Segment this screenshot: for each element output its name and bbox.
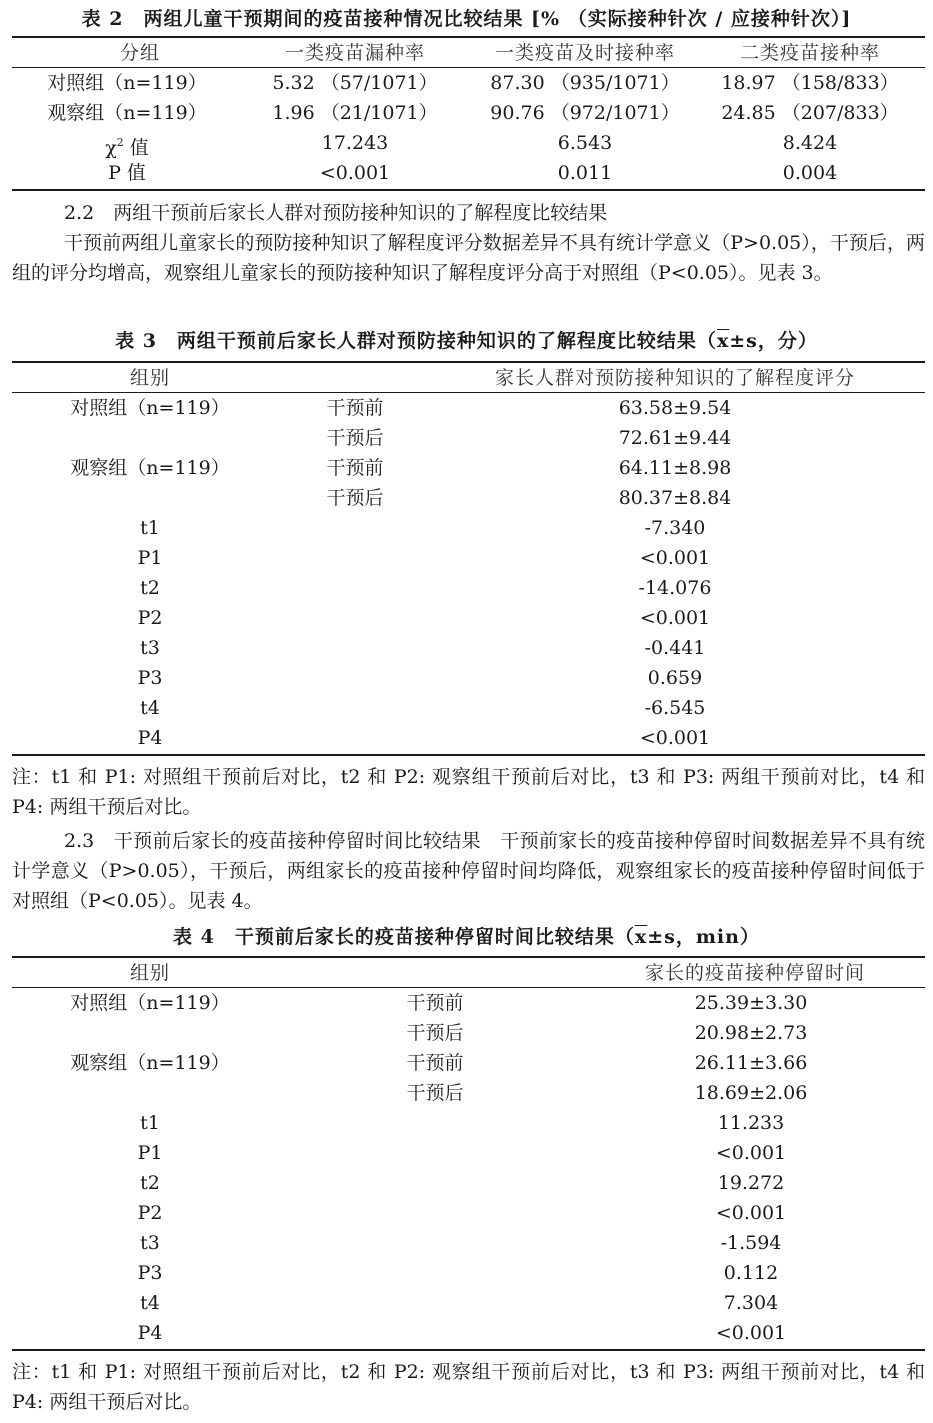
- table4-bottom-rule: [12, 1349, 925, 1351]
- table4-row3-group: 观察组（n=119）: [70, 1052, 230, 1074]
- table2-chi-col1: 17.243: [321, 132, 389, 154]
- table2-chi-col3: 8.424: [782, 132, 838, 154]
- table4-row4-value: 18.69±2.06: [694, 1082, 808, 1104]
- table3-row4-value: 80.37±8.84: [618, 487, 732, 509]
- table3-t1-label: t1: [140, 517, 160, 539]
- table3-row3-value: 64.11±8.98: [618, 457, 732, 479]
- table2-p-col3: 0.004: [782, 162, 838, 184]
- table2-row2-col1: 1.96 （21/1071）: [272, 102, 438, 124]
- table4-p3-label: P3: [137, 1262, 163, 1284]
- section22-heading: 2.2 两组干预前后家长人群对预防接种知识的了解程度比较结果: [64, 202, 608, 224]
- table3-p3-label: P3: [137, 667, 163, 689]
- table4-row2-phase: 干预后: [406, 1022, 464, 1044]
- table3-row4-phase: 干预后: [326, 487, 384, 509]
- table4-caption: 表 4 干预前后家长的疫苗接种停留时间比较结果（$\overline{x}\pm s$，min）: [173, 926, 760, 948]
- table4-t3-value: -1.594: [720, 1232, 782, 1254]
- table2-row2-group: 观察组（n=119）: [47, 102, 207, 124]
- table3-p1-label: P1: [137, 547, 163, 569]
- table2-row1-col1: 5.32 （57/1071）: [272, 72, 438, 94]
- table4-row3-phase: 干预前: [406, 1052, 464, 1074]
- table4-p3-value: 0.112: [723, 1262, 779, 1284]
- table4-note: 注：t1 和 P1: 对照组干预前后对比，t2 和 P2: 观察组干预前后对比，t3 和 P3: 两组干预前对比，t4 和 P4: 两组干预后对比。: [12, 1361, 925, 1413]
- table3-row3-group: 观察组（n=119）: [70, 457, 230, 479]
- table3-t2-value: -14.076: [638, 577, 712, 599]
- table3-row2-value: 72.61±9.44: [618, 427, 732, 449]
- table2-row2-col2: 90.76 （972/1071）: [490, 102, 680, 124]
- table3-note: 注：t1 和 P1: 对照组干预前后对比，t2 和 P2: 观察组干预前后对比，t3 和 P3: 两组干预前对比，t4 和 P4: 两组干预后对比。: [12, 766, 925, 818]
- table2-header-col3: 二类疫苗接种率: [739, 42, 880, 64]
- table3-t2-label: t2: [140, 577, 160, 599]
- table4-p2-value: <0.001: [715, 1202, 787, 1224]
- table3-row1-value: 63.58±9.54: [618, 397, 732, 419]
- table3-bottom-rule: [12, 754, 925, 756]
- table4-t1-label: t1: [140, 1112, 160, 1134]
- table3-t3-value: -0.441: [644, 637, 706, 659]
- table3-p1-value: <0.001: [639, 547, 711, 569]
- table4-header-group: 组别: [129, 962, 170, 984]
- table3-header-group: 组别: [129, 367, 170, 389]
- table2-row1-group: 对照组（n=119）: [47, 72, 207, 94]
- table2-header-group: 分组: [119, 42, 160, 64]
- table2-bottom-rule: [12, 189, 925, 191]
- table3-p4-label: P4: [137, 727, 163, 749]
- section22-paragraph: 干预前两组儿童家长的预防接种知识了解程度评分数据差异不具有统计学意义（P>0.05），干预后，两组的评分均增高，观察组儿童家长的预防接种知识了解程度评分高于对照组（P<0.05）。见表 3。: [12, 232, 925, 284]
- table2-chi-col2: 6.543: [557, 132, 613, 154]
- table4-p2-label: P2: [137, 1202, 163, 1224]
- table3-t1-value: -7.340: [644, 517, 706, 539]
- table4-t2-value: 19.272: [717, 1172, 785, 1194]
- table3-row1-group: 对照组（n=119）: [70, 397, 230, 419]
- table3-p3-value: 0.659: [647, 667, 703, 689]
- table3-row1-phase: 干预前: [326, 397, 384, 419]
- table3-t4-value: -6.545: [644, 697, 706, 719]
- table4-t3-label: t3: [140, 1232, 160, 1254]
- table3-p2-label: P2: [137, 607, 163, 629]
- table2-row1-col2: 87.30 （935/1071）: [490, 72, 680, 94]
- table4-p4-value: <0.001: [715, 1322, 787, 1344]
- table3-t4-label: t4: [140, 697, 160, 719]
- table3-p2-value: <0.001: [639, 607, 711, 629]
- table2-header-col1: 一类疫苗漏种率: [284, 42, 425, 64]
- table2-p-col2: 0.011: [557, 162, 613, 184]
- table2-row2-col3: 24.85 （207/833）: [721, 102, 899, 124]
- table4-t4-value: 7.304: [723, 1292, 779, 1314]
- table4-row1-group: 对照组（n=119）: [70, 992, 230, 1014]
- table2-chi-label: $\chi^2$ 值: [105, 136, 149, 159]
- table4-p1-label: P1: [137, 1142, 163, 1164]
- table3-row3-phase: 干预前: [326, 457, 384, 479]
- table4-row1-phase: 干预前: [406, 992, 464, 1014]
- table4-row3-value: 26.11±3.66: [694, 1052, 808, 1074]
- section23-paragraph: 2.3 干预前后家长的疫苗接种停留时间比较结果 干预前家长的疫苗接种停留时间数据差异不具有统计学意义（P>0.05），干预后，两组家长的疫苗接种停留时间均降低，观察组家长的疫苗接种停留时间低于对照组（P<0.05）。见表 4。: [12, 830, 925, 912]
- table4-t4-label: t4: [140, 1292, 160, 1314]
- table3-p4-value: <0.001: [639, 727, 711, 749]
- table2-row1-col3: 18.97 （158/833）: [721, 72, 899, 94]
- table2-caption: 表 2 两组儿童干预期间的疫苗接种情况比较结果 [% （实际接种针次 / 应接种针次）]: [81, 8, 852, 30]
- table2-header-col2: 一类疫苗及时接种率: [494, 42, 675, 64]
- table4-row1-value: 25.39±3.30: [694, 992, 808, 1014]
- table2-p-label: P 值: [108, 162, 146, 184]
- table4-t1-value: 11.233: [717, 1112, 785, 1134]
- table4-p4-label: P4: [137, 1322, 163, 1344]
- table3-t3-label: t3: [140, 637, 160, 659]
- table4-row2-value: 20.98±2.73: [694, 1022, 808, 1044]
- table3-header-value: 家长人群对预防接种知识的了解程度评分: [494, 367, 855, 389]
- table4-header-value: 家长的疫苗接种停留时间: [644, 962, 865, 984]
- table4-p1-value: <0.001: [715, 1142, 787, 1164]
- table3-row2-phase: 干预后: [326, 427, 384, 449]
- table3-caption: 表 3 两组干预前后家长人群对预防接种知识的了解程度比较结果（$\overline{x}\pm s$，分）: [115, 330, 818, 352]
- table4-row4-phase: 干预后: [406, 1082, 464, 1104]
- table4-t2-label: t2: [140, 1172, 160, 1194]
- table2-p-col1: <0.001: [319, 162, 391, 184]
